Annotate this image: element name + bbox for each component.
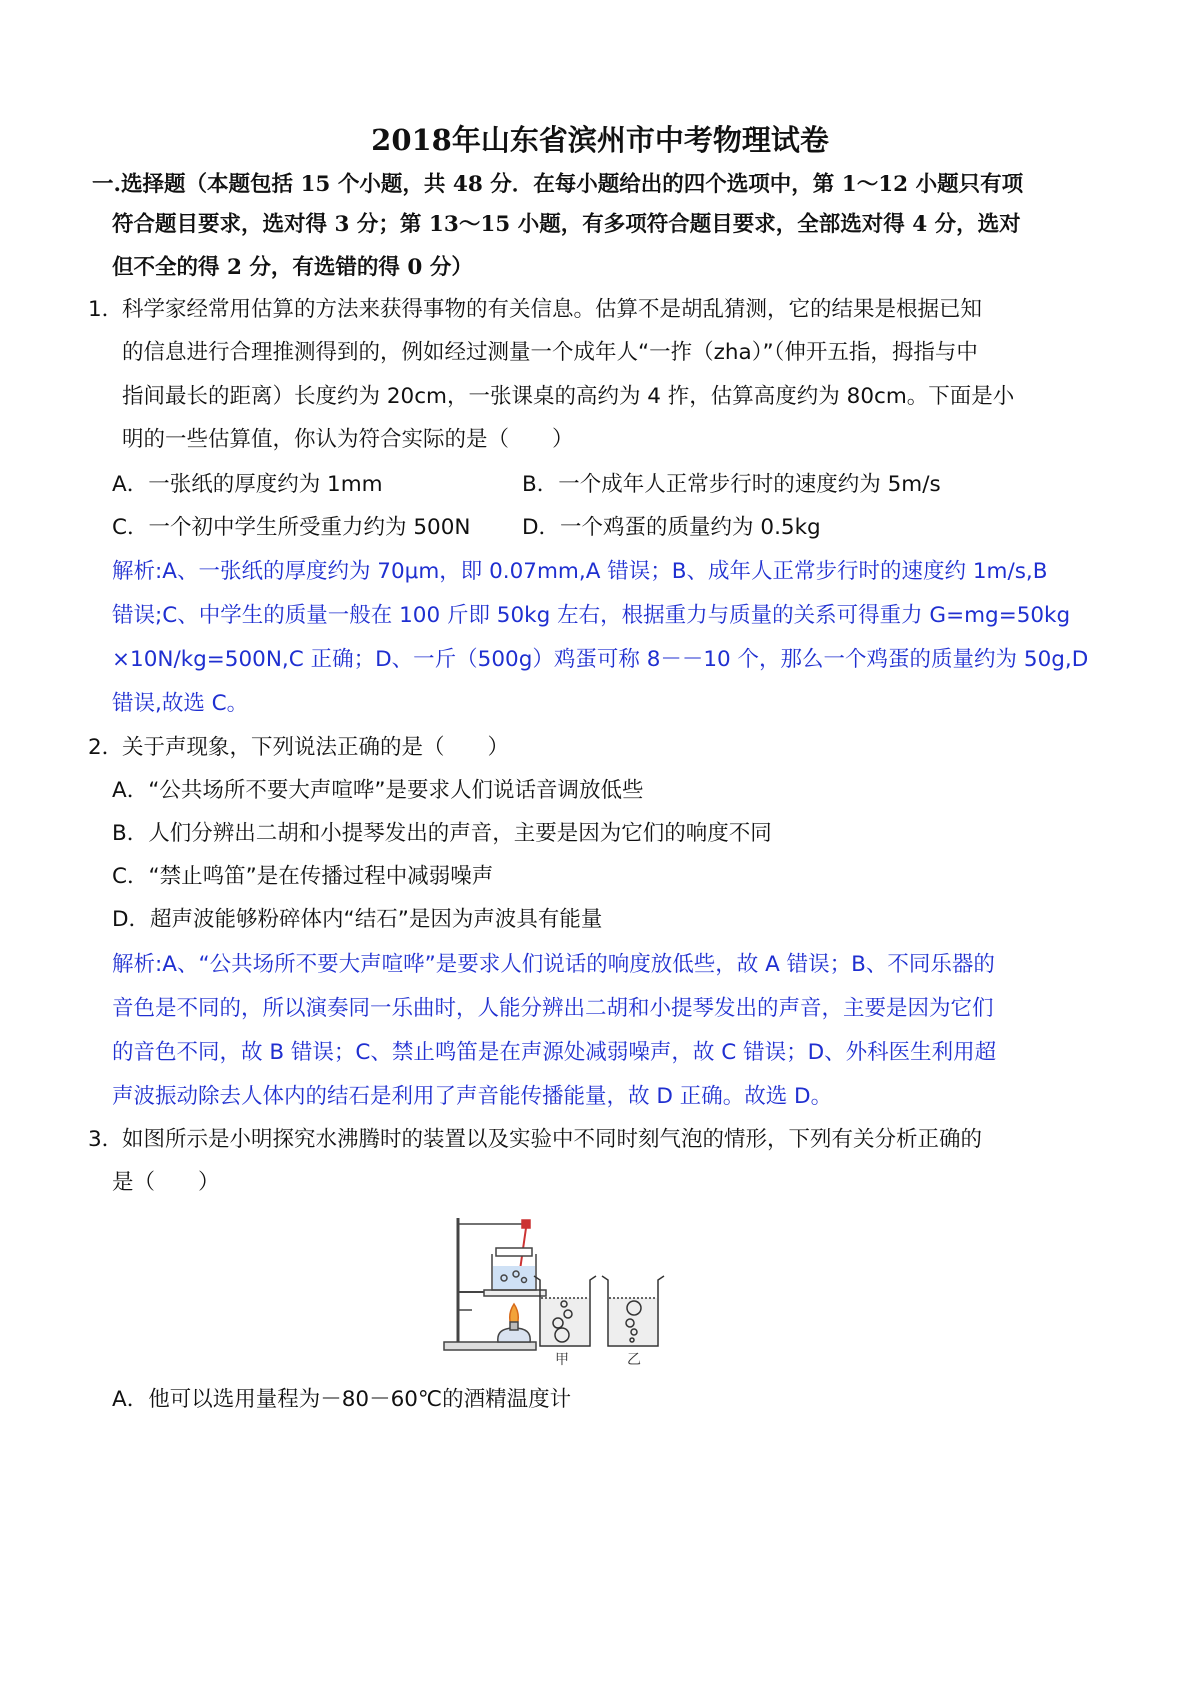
page-title: 2018年山东省滨州市中考物理试卷 <box>371 123 829 157</box>
q2-analysis-line-3: 的音色不同，故 B 错误；C、禁止鸣笛是在声源处减弱噪声，故 C 错误；D、外科医生利用超 <box>112 1040 997 1065</box>
q3-stem-line-1: 如图所示是小明探究水沸腾时的装置以及实验中不同时刻气泡的情形，下列有关分析正确的 <box>122 1127 983 1152</box>
q3-option-a: A．他可以选用量程为－80－60℃的酒精温度计 <box>112 1387 572 1412</box>
q1-analysis-line-4: 错误,故选 C。 <box>112 691 249 716</box>
section-header-line-1: 一.选择题（本题包括 15 个小题，共 48 分．在每小题给出的四个选项中，第 1～12 小题只有项 <box>92 172 1024 197</box>
q2-stem: 关于声现象，下列说法正确的是（ ） <box>122 735 510 760</box>
q1-option-c: C．一个初中学生所受重力约为 500N <box>112 515 471 540</box>
figure-label-jia: 甲 <box>555 1352 569 1368</box>
q1-stem-line-2: 的信息进行合理推测得到的，例如经过测量一个成年人“一拃（zha）”（伸开五指，拇指与中 <box>122 340 978 365</box>
beaker-jia <box>534 1276 596 1346</box>
beaker-yi <box>602 1276 664 1346</box>
q2-option-d: D．超声波能够粉碎体内“结石”是因为声波具有能量 <box>112 907 603 932</box>
q2-option-b: B．人们分辨出二胡和小提琴发出的声音，主要是因为它们的响度不同 <box>112 821 772 846</box>
q1-number: 1． <box>88 297 124 322</box>
q1-analysis-line-2: 错误;C、中学生的质量一般在 100 斤即 50kg 左右，根据重力与质量的关系可得重力 G=mg=50kg <box>112 603 1071 628</box>
q1-option-b: B．一个成年人正常步行时的速度约为 5m/s <box>522 472 941 497</box>
q2-analysis-line-1: 解析:A、“公共场所不要大声喧哗”是要求人们说话的响度放低些，故 A 错误；B、不同乐器的 <box>112 952 995 977</box>
q2-option-c: C．“禁止鸣笛”是在传播过程中减弱噪声 <box>112 864 494 889</box>
q2-option-a: A．“公共场所不要大声喧哗”是要求人们说话音调放低些 <box>112 778 644 803</box>
q1-analysis-line-3: ×10N/kg=500N,C 正确；D、一斤（500g）鸡蛋可称 8－－10 个，那么一个鸡蛋的质量约为 50g,D <box>112 647 1089 672</box>
q1-option-a: A．一张纸的厚度约为 1mm <box>112 472 383 497</box>
q1-stem-line-3: 指间最长的距离）长度约为 20cm，一张课桌的高约为 4 拃，估算高度约为 80cm。下面是小 <box>122 384 1015 409</box>
apparatus-drawing <box>444 1218 546 1350</box>
q3-stem-line-2: 是（ ） <box>112 1170 220 1195</box>
section-header-line-3: 但不全的得 2 分，有选错的得 0 分） <box>112 255 473 280</box>
section-header-line-2: 符合题目要求，选对得 3 分；第 13～15 小题，有多项符合题目要求，全部选对得 4 分，选对 <box>112 212 1021 237</box>
q3-figure <box>436 1210 676 1370</box>
q1-stem-line-4: 明的一些估算值，你认为符合实际的是（ ） <box>122 427 574 452</box>
q1-option-d: D．一个鸡蛋的质量约为 0.5kg <box>522 515 821 540</box>
q1-stem-line-1: 科学家经常用估算的方法来获得事物的有关信息。估算不是胡乱猜测，它的结果是根据已知 <box>122 297 983 322</box>
q2-analysis-line-4: 声波振动除去人体内的结石是利用了声音能传播能量，故 D 正确。故选 D。 <box>112 1084 833 1109</box>
q3-number: 3． <box>88 1127 124 1152</box>
figure-label-yi: 乙 <box>627 1352 641 1368</box>
q2-analysis-line-2: 音色是不同的，所以演奏同一乐曲时，人能分辨出二胡和小提琴发出的声音，主要是因为它们 <box>112 996 994 1021</box>
q2-number: 2． <box>88 735 124 760</box>
q1-analysis-line-1: 解析:A、一张纸的厚度约为 70μm，即 0.07mm,A 错误；B、成年人正常步行时的速度约 1m/s,B <box>112 559 1048 584</box>
